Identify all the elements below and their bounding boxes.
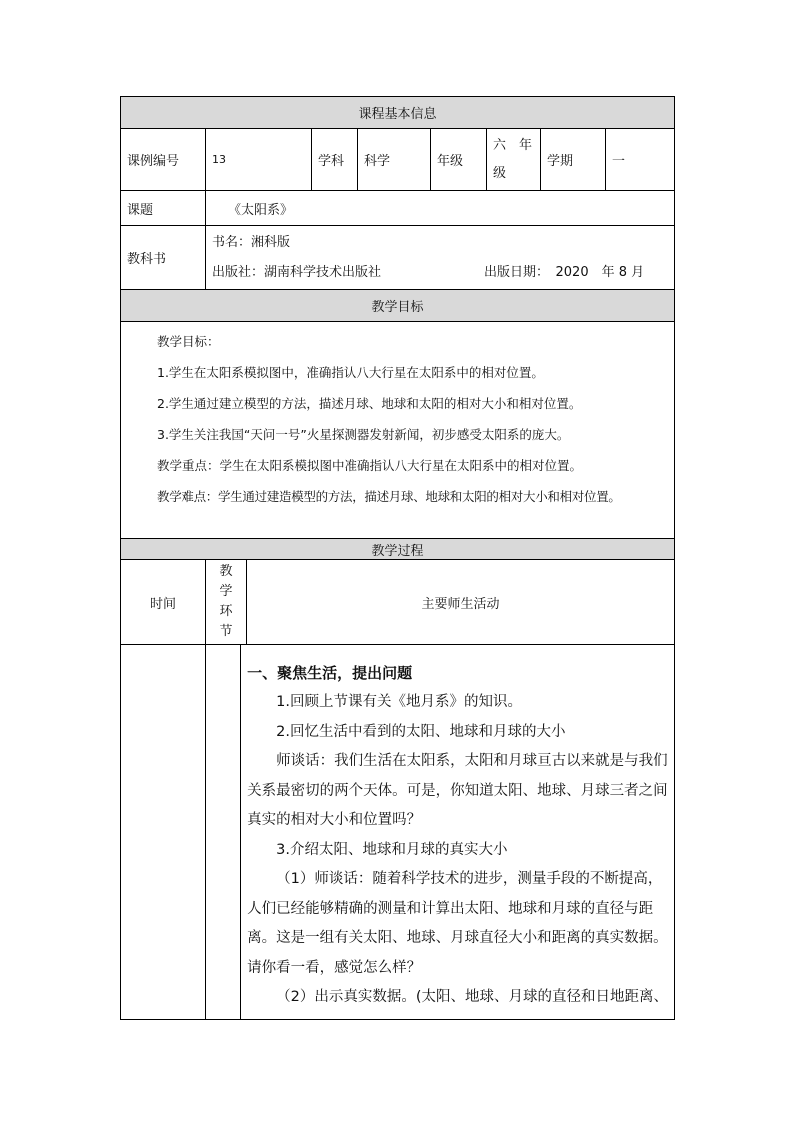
- process-header-row: [206, 560, 675, 645]
- objectives-header: 教学目标: [121, 290, 675, 322]
- col-stage-header: [206, 560, 247, 644]
- process-body-row: [206, 645, 675, 1020]
- col-activity-header: 主要师生活动: [421, 596, 500, 612]
- key-point: 教学重点：学生在太阳系模拟图中准确指认八大行星在太阳系中的相对位置。: [157, 458, 583, 473]
- objective-item-3: 3.学生关注我国“天问一号”火星探测器发射新闻，初步感受太阳系的庞大。: [157, 427, 570, 442]
- publication-date: 出版日期： 2020 年 8 月: [484, 264, 645, 280]
- case-no-label: 课例编号: [121, 129, 206, 191]
- activity-paragraph-4: 3.介绍太阳、地球和月球的真实大小: [276, 841, 508, 858]
- activity-paragraph-1: 1.回顾上节课有关《地月系》的知识。: [276, 694, 522, 710]
- basic-info-header: 课程基本信息: [121, 97, 675, 129]
- topic-value: 《太阳系》: [206, 191, 675, 226]
- publisher: 出版社：湖南科学技术出版社: [212, 264, 382, 280]
- grade-value-line1: 六 年: [493, 137, 533, 153]
- grade-value-line2: 级: [493, 165, 507, 181]
- activity-paragraph-2: 2.回忆生活中看到的太阳、地球和月球的大小: [276, 723, 566, 740]
- process-header: 教学过程: [121, 539, 675, 560]
- case-no-value: 13: [206, 129, 312, 191]
- term-label: 学期: [541, 129, 606, 191]
- activity-content: [241, 645, 674, 1019]
- lesson-plan-page: [120, 96, 674, 1020]
- objective-item-2: 2.学生通过建立模型的方法，描述月球、地球和太阳的相对大小和相对位置。: [157, 396, 582, 411]
- topic-label: 课题: [121, 191, 206, 226]
- activity-paragraph-6: （2）出示真实数据。(太阳、地球、月球的直径和日地距离、: [276, 989, 669, 1005]
- col-stage-char-1: 教: [219, 564, 233, 579]
- term-value: 一: [606, 129, 675, 191]
- stage-cell: [206, 645, 241, 1019]
- subject-value: 科学: [358, 129, 431, 191]
- objective-item-1: 1.学生在太阳系模拟图中，准确指认八大行星在太阳系中的相对位置。: [157, 365, 544, 380]
- book-name: 书名：湘科版: [212, 234, 291, 250]
- difficult-point: 教学难点：学生通过建造模型的方法，描述月球、地球和太阳的相对大小和相对位置。: [157, 489, 621, 504]
- col-stage-char-3: 环: [219, 604, 233, 619]
- publisher-row: [212, 258, 674, 288]
- activity-paragraph-3: 师谈话：我们生活在太阳系，太阳和月球亘古以来就是与我们关系最密切的两个天体。可是，你知道太阳、地球、月球三者之间真实的相对大小和位置吗？: [247, 753, 668, 828]
- activity-paragraph-5: （1）师谈话：随着科学技术的进步，测量手段的不断提高，人们已经能够精确的测量和计算出太阳、地球和月球的直径与距离。这是一组有关太阳、地球、月球直径大小和距离的真实数据。请你看一看，感觉怎么样？: [247, 871, 668, 976]
- lesson-plan-table: [120, 96, 675, 1020]
- textbook-info: [206, 226, 675, 290]
- objectives-title: 教学目标：: [157, 334, 220, 349]
- objectives-content: [121, 322, 675, 539]
- col-time-header: 时间: [121, 560, 206, 645]
- subject-label: 学科: [312, 129, 358, 191]
- col-stage-char-2: 学: [219, 584, 233, 599]
- grade-label: 年级: [431, 129, 487, 191]
- time-cell: [121, 645, 206, 1020]
- grade-value: [487, 129, 541, 191]
- section-1-title: 一、聚焦生活，提出问题: [247, 664, 413, 682]
- textbook-label: 教科书: [121, 226, 206, 290]
- col-stage-char-4: 节: [219, 624, 233, 639]
